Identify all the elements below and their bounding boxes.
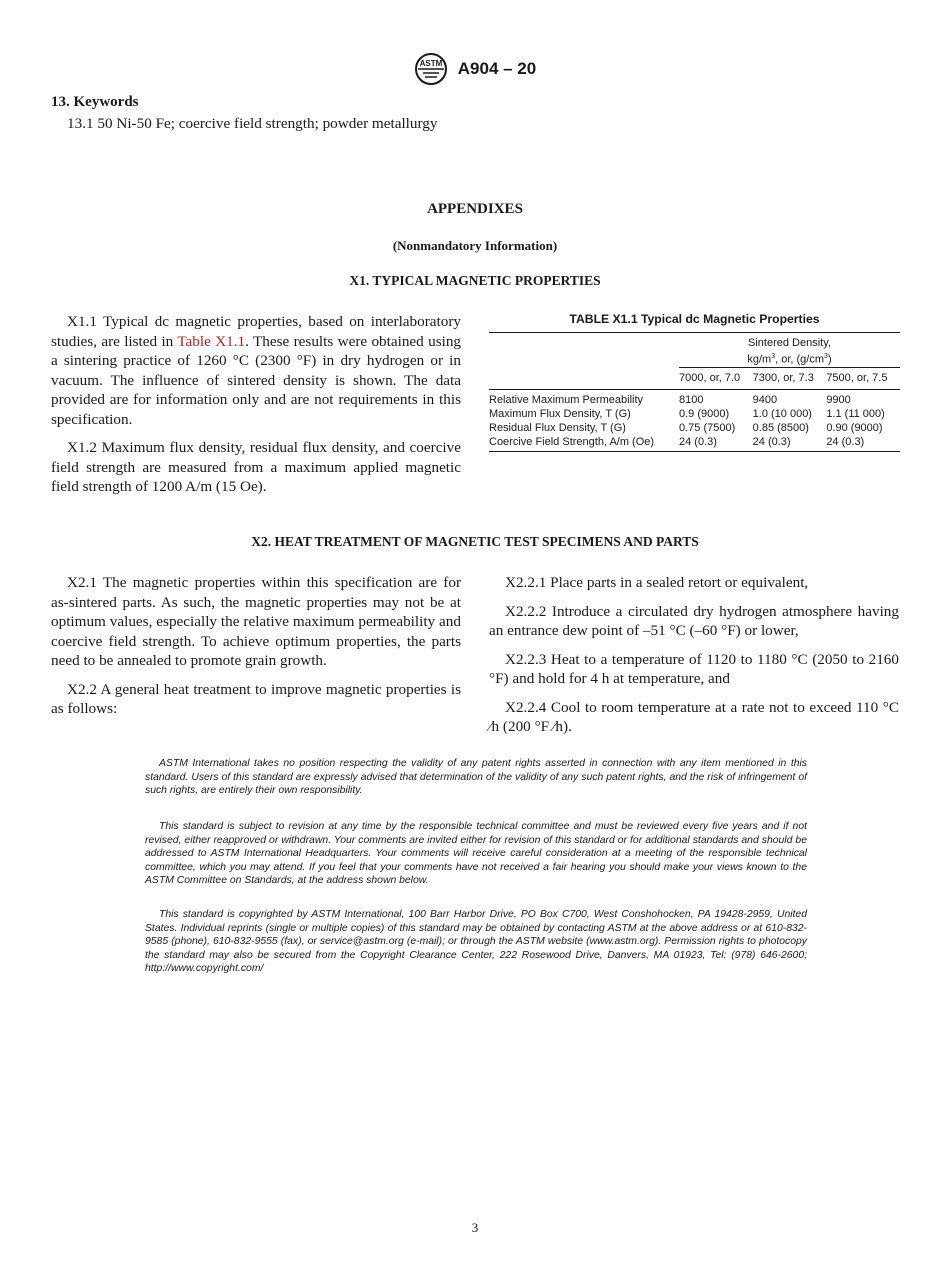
copyright-notice: This standard is copyrighted by ASTM International, 100 Barr Harbor Drive, PO Box C700, West Conshohocken, PA 19428-2959, United States. Individual reprints (single or multiple copies) of this standard may be obtained by contacting ASTM at the above address or at 610-832-9585 (phone), 610-832-9555 (fax), or service@astm.org (e-mail); or through the ASTM website (www.astm.org). Permission rights to photocopy the standard may also be secured from the Copyright Clearance Center, 222 Rosewood Drive, Danvers, MA 01923, Tel: (978) 646-2600; http://www.copyright.com/ (145, 909, 807, 974)
row-label: Residual Flux Density, T (G) (489, 421, 626, 434)
table-row (489, 389, 900, 407)
x1-heading: X1. TYPICAL MAGNETIC PROPERTIES (349, 273, 601, 288)
table-cell: 0.9 (9000) (679, 407, 730, 420)
table-cell: 0.90 (9000) (826, 421, 883, 434)
table-cell: 24 (0.3) (752, 435, 791, 448)
table-row (489, 421, 900, 435)
table-x1-1-link[interactable]: Table X1.1 (177, 332, 246, 350)
x1-2-paragraph: X1.2 Maximum flux density, residual flux density, and coercive field strength are measured from a maximum applied magnetic field strength of 1200 A/m (15 Oe). (51, 439, 461, 495)
table-cell: 8100 (679, 393, 704, 406)
x2-left-column (51, 573, 461, 719)
column-header: 7300, or, 7.3 (753, 367, 827, 389)
x2-2-2-paragraph: X2.2.2 Introduce a circulated dry hydrogen atmosphere having an entrance dew point of –51 °C (–60 °F) or lower, (489, 602, 899, 639)
table-caption: TABLE X1.1 Typical dc Magnetic Properties (569, 312, 820, 326)
x2-heading: X2. HEAT TREATMENT OF MAGNETIC TEST SPECIMENS AND PARTS (251, 534, 699, 549)
table-cell: 24 (0.3) (679, 435, 717, 448)
table-cell: 9400 (752, 393, 778, 406)
astm-logo-icon (414, 52, 448, 86)
appendixes-title: APPENDIXES (427, 201, 523, 217)
column-header: 7500, or, 7.5 (826, 367, 900, 389)
column-header: 7000, or, 7.0 (679, 367, 753, 389)
table-row (489, 435, 900, 452)
x2-2-1-paragraph: X2.2.1 Place parts in a sealed retort or equivalent, (505, 574, 809, 591)
appendixes-subtitle: (Nonmandatory Information) (392, 238, 558, 253)
table-cell: 24 (0.3) (826, 435, 865, 448)
row-label: Maximum Flux Density, T (G) (489, 407, 631, 420)
page-header (0, 52, 950, 86)
x2-2-4-paragraph: X2.2.4 Cool to room temperature at a rate not to exceed 110 °C ⁄h (200 °F ⁄h). (489, 698, 899, 735)
keywords-heading: 13. Keywords (51, 94, 139, 110)
document-id: A904 – 20 (457, 59, 537, 78)
page-number: 3 (471, 1220, 479, 1235)
row-label: Relative Maximum Permeability (489, 393, 644, 406)
table-row (489, 407, 900, 421)
table-cell: 0.75 (7500) (679, 421, 736, 434)
x1-column (51, 312, 461, 497)
x2-2-paragraph: X2.2 A general heat treatment to improve magnetic properties is as follows: (51, 680, 461, 717)
table-cell: 0.85 (8500) (752, 421, 809, 434)
row-label: Coercive Field Strength, A/m (Oe) (489, 435, 655, 448)
x1-1-paragraph: X1.1 Typical dc magnetic properties, based on interlaboratory studies, are listed in Table X1.1. These results were obtained using a sintering practice of 1260 °C (2300 °F) in dry hydrogen or in vacuum. The influence of sintered density is shown. The data provided are for information only and are not requirements in this specification. (51, 313, 462, 428)
x2-1-paragraph: X2.1 The magnetic properties within this specification are for as-sintered parts. As such, the magnetic properties may not be at optimum values, especially the relative maximum permeability and coercive field strength. To achieve optimum properties, the parts need to be annealed to promote grain growth. (51, 574, 461, 669)
table-cell: 1.0 (10 000) (752, 407, 812, 420)
x2-right-column (489, 573, 899, 737)
keywords-paragraph: 13.1 50 Ni-50 Fe; coercive field strength; powder metallurgy (67, 115, 438, 132)
svg-text:ASTM: ASTM (419, 59, 443, 68)
revision-notice: This standard is subject to revision at any time by the responsible technical committee and must be reviewed every five years and if not revised, either reapproved or withdrawn. Your comments are invited either for revision of this standard or for additional standards and should be addressed to ASTM International Headquarters. Your comments will receive careful consideration at a meeting of the responsible technical committee, which you may attend. If you feel that your comments have not received a fair hearing you should make your views known to the ASTM Committee on Standards, at the address shown below. (145, 821, 807, 886)
group-header: Sintered Density, $kg/m^3$, or, $(g/cm^3)$ (747, 337, 832, 366)
section-keywords (51, 94, 461, 134)
table-x1-1 (489, 312, 900, 452)
patent-notice: ASTM International takes no position respecting the validity of any patent rights asserted in connection with any item mentioned in this standard. Users of this standard are expressly advised that determination of the validity of any such patent rights, and the risk of infringement of such rights, are entirely their own responsibility. (145, 758, 807, 796)
table-cell: 1.1 (11 000) (826, 407, 885, 420)
table-cell: 9900 (826, 393, 851, 406)
x2-2-3-paragraph: X2.2.3 Heat to a temperature of 1120 to 1180 °C (2050 to 2160 °F) and hold for 4 h at temperature, and (489, 650, 899, 687)
